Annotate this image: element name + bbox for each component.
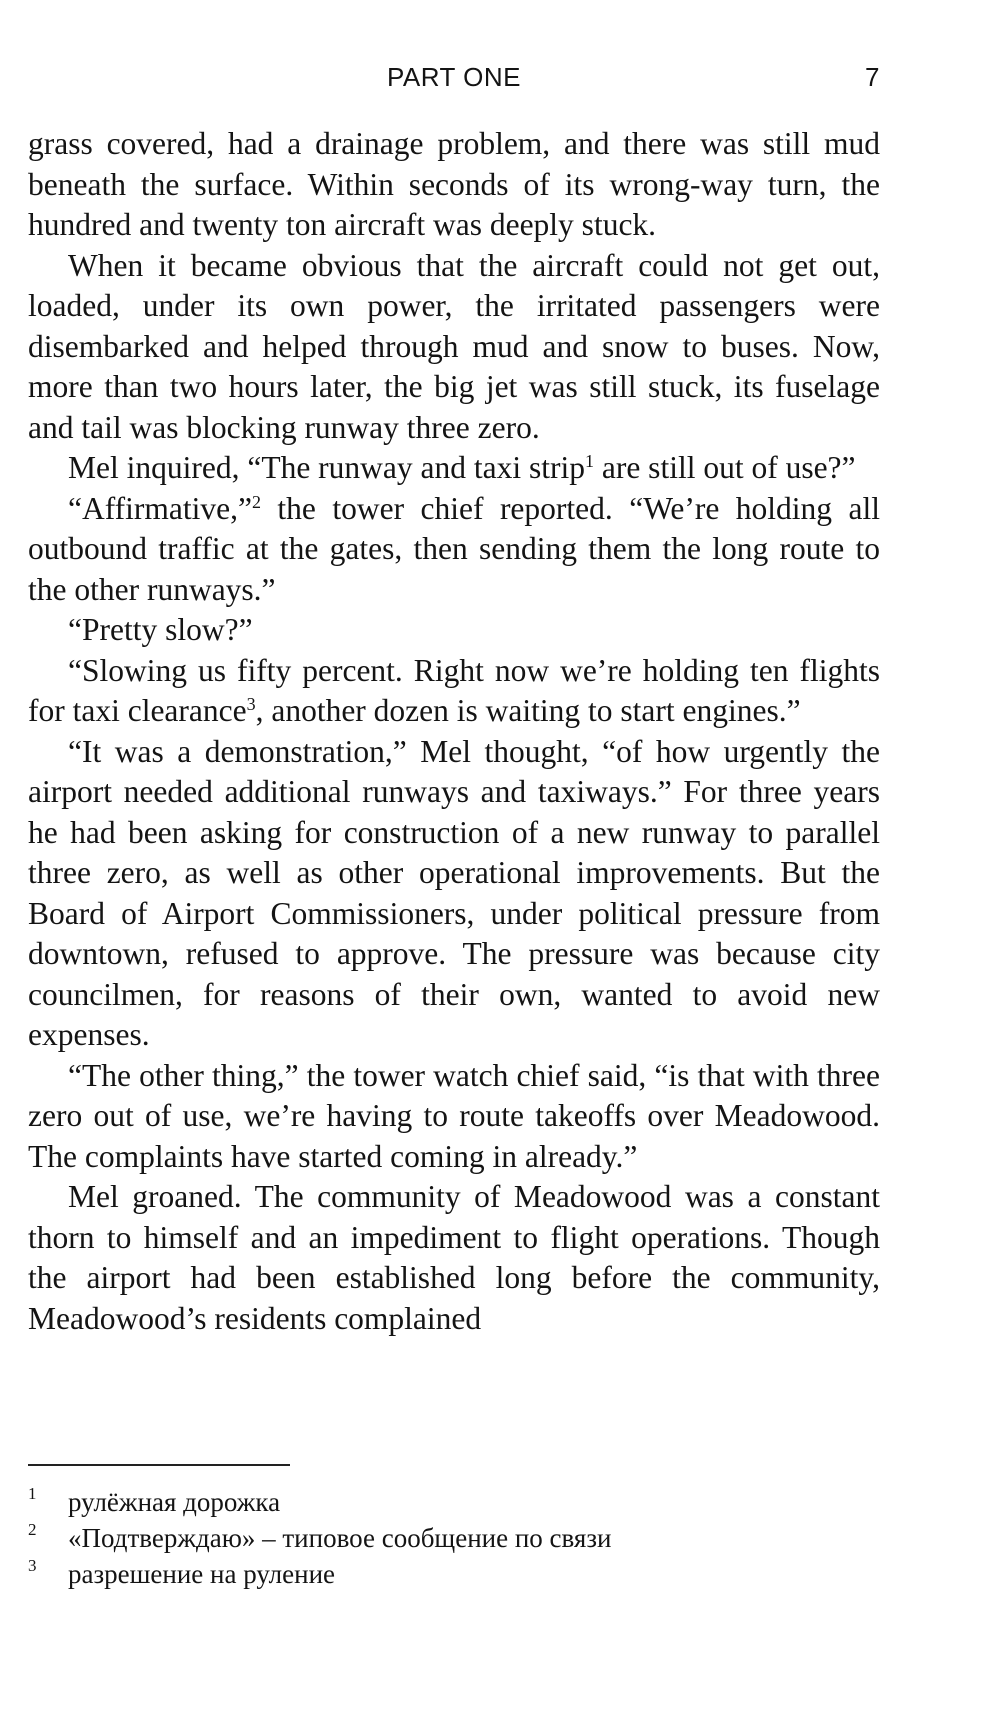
footnote-item (28, 1484, 880, 1520)
paragraph-5: “Pretty slow?” (68, 612, 253, 647)
footnote-ref-3: 3 (246, 694, 256, 715)
footnote-text: «Подтверждаю» – типовое сообщение по связи (68, 1523, 612, 1553)
paragraph-3 (28, 448, 880, 489)
paragraph-7: “It was a demonstration,” Mel thought, “of how urgently the airport needed additional runways and taxiways.” For three years he had been asking for construction of a new runway to parallel three zero, as well as other operational improvements. But the Board of Airport Commissioners, under political pressure from downtown, refused to approve. The pressure was because city councilmen, for reasons of their own, wanted to avoid new expenses. (28, 733, 880, 1052)
paragraph-2: When it became obvious that the aircraft could not get out, loaded, under its own power, the irritated passengers were disembarked and helped through mud and snow to buses. Now, more than two hours later, the big jet was still stuck, its fuselage and tail was blocking runway three zero. (28, 247, 880, 445)
page-number: 7 (865, 62, 880, 92)
paragraph-4 (28, 489, 880, 611)
paragraph-1: grass covered, had a drainage problem, and there was still mud beneath the surface. Within seconds of its wrong-way turn, the hundred and twenty ton aircraft was deeply stuck. (28, 126, 880, 242)
section-title: PART ONE (386, 62, 522, 92)
footnote-ref-2: 2 (251, 491, 261, 512)
footnote-item (28, 1556, 880, 1592)
paragraph-6 (28, 651, 880, 732)
footnote-number: 3 (28, 1556, 37, 1575)
running-header (28, 62, 880, 102)
footnote-text: разрешение на руление (68, 1559, 336, 1589)
footnote-number: 2 (28, 1520, 37, 1539)
paragraph-3-text-a: Mel inquired, “The runway and taxi strip (68, 450, 585, 485)
paragraph-8: “The other thing,” the tower watch chief said, “is that with three zero out of use, we’re having to route takeoffs over Meadowood. The complaints have started coming in already.” (28, 1057, 880, 1174)
paragraph-4-text-b: the tower chief reported. “We’re holding all outbound traffic at the gates, then sending them the long route to the other runways.” (28, 490, 880, 607)
footnotes (28, 1484, 880, 1592)
paragraph-6-text-a: “Slowing us fifty percent. Right now we’re holding ten flights for taxi clearance (28, 652, 880, 728)
paragraph-6-text-b: , another dozen is waiting to start engines.” (255, 693, 801, 728)
footnote-item (28, 1520, 880, 1556)
paragraph-4-text-a: “Affirmative,” (68, 490, 252, 526)
footnote-ref-1: 1 (584, 451, 594, 472)
footnote-divider (28, 1464, 290, 1466)
footnote-text: рулёжная дорожка (68, 1487, 281, 1517)
paragraph-9: Mel groaned. The community of Meadowood was a constant thorn to himself and an impediment to flight operations. Though the airport had been established long before the community, Meadowood’s residents complained (28, 1179, 880, 1336)
footnote-number: 1 (28, 1484, 37, 1503)
paragraph-3-text-b: are still out of use?” (593, 450, 856, 485)
body-text (28, 124, 880, 1339)
